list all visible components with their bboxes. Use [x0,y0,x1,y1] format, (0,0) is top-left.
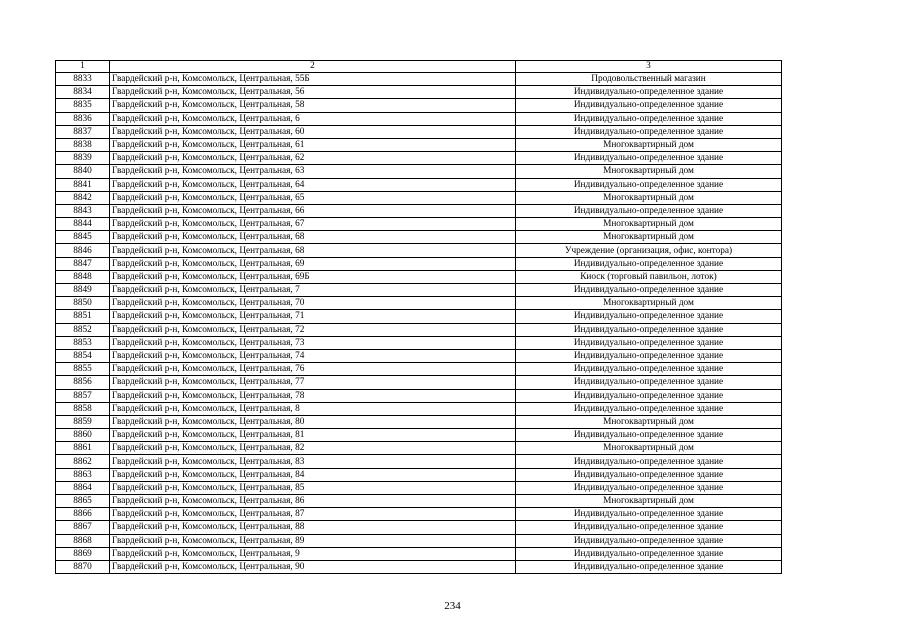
building-type-cell: Индивидуально-определенное здание [516,376,782,389]
row-number-cell: 8851 [56,310,110,323]
address-cell: Гвардейский р-н, Комсомольск, Центральная, 71 [110,310,516,323]
table-row [56,204,782,217]
row-number-cell: 8870 [56,560,110,573]
row-number-cell: 8843 [56,204,110,217]
row-number-cell: 8867 [56,521,110,534]
building-type-cell: Индивидуально-определенное здание [516,560,782,573]
building-type-cell: Индивидуально-определенное здание [516,481,782,494]
address-cell: Гвардейский р-н, Комсомольск, Центральная, 78 [110,389,516,402]
building-type-cell: Многоквартирный дом [516,218,782,231]
row-number-cell: 8845 [56,231,110,244]
building-type-cell: Индивидуально-определенное здание [516,534,782,547]
building-type-cell: Индивидуально-определенное здание [516,86,782,99]
table-row [56,297,782,310]
address-cell: Гвардейский р-н, Комсомольск, Центральная, 56 [110,86,516,99]
table-row [56,389,782,402]
building-type-cell: Индивидуально-определенное здание [516,310,782,323]
table-row [56,495,782,508]
table-row [56,508,782,521]
table-row [56,376,782,389]
address-cell: Гвардейский р-н, Комсомольск, Центральная, 69 [110,257,516,270]
building-type-cell: Индивидуально-определенное здание [516,363,782,376]
building-type-cell: Индивидуально-определенное здание [516,455,782,468]
table-row [56,152,782,165]
address-cell: Гвардейский р-н, Комсомольск, Центральная, 88 [110,521,516,534]
address-cell: Гвардейский р-н, Комсомольск, Центральная, 73 [110,336,516,349]
address-cell: Гвардейский р-н, Комсомольск, Центральная, 68 [110,244,516,257]
address-cell: Гвардейский р-н, Комсомольск, Центральная, 9 [110,547,516,560]
row-number-cell: 8841 [56,178,110,191]
row-number-cell: 8864 [56,481,110,494]
building-type-cell: Индивидуально-определенное здание [516,152,782,165]
address-cell: Гвардейский р-н, Комсомольск, Центральная, 70 [110,297,516,310]
address-cell: Гвардейский р-н, Комсомольск, Центральная, 67 [110,218,516,231]
address-cell: Гвардейский р-н, Комсомольск, Центральная, 87 [110,508,516,521]
row-number-cell: 8863 [56,468,110,481]
building-type-cell: Продовольственный магазин [516,73,782,86]
address-cell: Гвардейский р-н, Комсомольск, Центральная, 81 [110,429,516,442]
building-type-cell: Индивидуально-определенное здание [516,429,782,442]
header-cell-3: 3 [516,61,782,73]
table-row [56,442,782,455]
table-row [56,415,782,428]
building-type-cell: Индивидуально-определенное здание [516,389,782,402]
row-number-cell: 8839 [56,152,110,165]
table-row [56,218,782,231]
row-number-cell: 8858 [56,402,110,415]
header-cell-2: 2 [110,61,516,73]
address-cell: Гвардейский р-н, Комсомольск, Центральная, 64 [110,178,516,191]
table-row [56,547,782,560]
address-cell: Гвардейский р-н, Комсомольск, Центральная, 62 [110,152,516,165]
building-type-cell: Индивидуально-определенное здание [516,402,782,415]
table-row [56,363,782,376]
address-cell: Гвардейский р-н, Комсомольск, Центральная, 69Б [110,270,516,283]
building-type-cell: Многоквартирный дом [516,442,782,455]
table-row [56,455,782,468]
address-cell: Гвардейский р-н, Комсомольск, Центральная, 60 [110,125,516,138]
building-type-cell: Индивидуально-определенное здание [516,257,782,270]
header-row [56,61,782,73]
row-number-cell: 8857 [56,389,110,402]
building-type-cell: Индивидуально-определенное здание [516,178,782,191]
address-cell: Гвардейский р-н, Комсомольск, Центральная, 6 [110,112,516,125]
row-number-cell: 8838 [56,138,110,151]
table-row [56,429,782,442]
table-row [56,191,782,204]
row-number-cell: 8862 [56,455,110,468]
row-number-cell: 8866 [56,508,110,521]
row-number-cell: 8861 [56,442,110,455]
row-number-cell: 8849 [56,284,110,297]
building-type-cell: Индивидуально-определенное здание [516,112,782,125]
address-cell: Гвардейский р-н, Комсомольск, Центральная, 89 [110,534,516,547]
row-number-cell: 8836 [56,112,110,125]
address-cell: Гвардейский р-н, Комсомольск, Центральная, 82 [110,442,516,455]
table-row [56,284,782,297]
row-number-cell: 8850 [56,297,110,310]
address-cell: Гвардейский р-н, Комсомольск, Центральная, 77 [110,376,516,389]
table-row [56,231,782,244]
row-number-cell: 8853 [56,336,110,349]
row-number-cell: 8833 [56,73,110,86]
table-row [56,138,782,151]
address-cell: Гвардейский р-н, Комсомольск, Центральная, 76 [110,363,516,376]
building-type-cell: Учреждение (организация, офис, контора) [516,244,782,257]
row-number-cell: 8859 [56,415,110,428]
row-number-cell: 8844 [56,218,110,231]
row-number-cell: 8847 [56,257,110,270]
address-cell: Гвардейский р-н, Комсомольск, Центральная, 8 [110,402,516,415]
address-cell: Гвардейский р-н, Комсомольск, Центральная, 74 [110,349,516,362]
table-row [56,534,782,547]
building-type-cell: Многоквартирный дом [516,138,782,151]
data-table [55,60,782,574]
table-row [56,178,782,191]
table-row [56,468,782,481]
building-type-cell: Индивидуально-определенное здание [516,99,782,112]
address-cell: Гвардейский р-н, Комсомольск, Центральная, 83 [110,455,516,468]
row-number-cell: 8854 [56,349,110,362]
row-number-cell: 8846 [56,244,110,257]
address-cell: Гвардейский р-н, Комсомольск, Центральная, 65 [110,191,516,204]
building-type-cell: Многоквартирный дом [516,415,782,428]
address-cell: Гвардейский р-н, Комсомольск, Центральная, 68 [110,231,516,244]
table-row [56,73,782,86]
table-row [56,86,782,99]
address-cell: Гвардейский р-н, Комсомольск, Центральная, 7 [110,284,516,297]
address-cell: Гвардейский р-н, Комсомольск, Центральная, 90 [110,560,516,573]
table-row [56,560,782,573]
table-row [56,99,782,112]
row-number-cell: 8865 [56,495,110,508]
building-type-cell: Индивидуально-определенное здание [516,204,782,217]
row-number-cell: 8855 [56,363,110,376]
building-type-cell: Многоквартирный дом [516,495,782,508]
building-type-cell: Многоквартирный дом [516,297,782,310]
address-cell: Гвардейский р-н, Комсомольск, Центральная, 80 [110,415,516,428]
building-type-cell: Индивидуально-определенное здание [516,547,782,560]
address-cell: Гвардейский р-н, Комсомольск, Центральная, 55Б [110,73,516,86]
building-type-cell: Индивидуально-определенное здание [516,323,782,336]
building-type-cell: Индивидуально-определенное здание [516,521,782,534]
building-type-cell: Киоск (торговый павильон, лоток) [516,270,782,283]
table-row [56,112,782,125]
table-row [56,402,782,415]
table-row [56,244,782,257]
row-number-cell: 8856 [56,376,110,389]
building-type-cell: Индивидуально-определенное здание [516,508,782,521]
address-cell: Гвардейский р-н, Комсомольск, Центральная, 84 [110,468,516,481]
row-number-cell: 8848 [56,270,110,283]
table-row [56,125,782,138]
row-number-cell: 8852 [56,323,110,336]
table-body [56,61,782,574]
address-cell: Гвардейский р-н, Комсомольск, Центральная, 66 [110,204,516,217]
address-cell: Гвардейский р-н, Комсомольск, Центральная, 58 [110,99,516,112]
building-type-cell: Индивидуально-определенное здание [516,125,782,138]
address-cell: Гвардейский р-н, Комсомольск, Центральная, 63 [110,165,516,178]
building-type-cell: Индивидуально-определенное здание [516,349,782,362]
address-cell: Гвардейский р-н, Комсомольск, Центральная, 72 [110,323,516,336]
header-cell-1: 1 [56,61,110,73]
address-cell: Гвардейский р-н, Комсомольск, Центральная, 85 [110,481,516,494]
building-type-cell: Индивидуально-определенное здание [516,284,782,297]
page-number: 234 [444,600,461,612]
table-row [56,349,782,362]
row-number-cell: 8834 [56,86,110,99]
table-row [56,257,782,270]
building-type-cell: Индивидуально-определенное здание [516,336,782,349]
building-type-cell: Многоквартирный дом [516,191,782,204]
row-number-cell: 8868 [56,534,110,547]
table-row [56,270,782,283]
row-number-cell: 8860 [56,429,110,442]
row-number-cell: 8869 [56,547,110,560]
row-number-cell: 8840 [56,165,110,178]
address-cell: Гвардейский р-н, Комсомольск, Центральная, 61 [110,138,516,151]
row-number-cell: 8842 [56,191,110,204]
table-row [56,336,782,349]
table-row [56,323,782,336]
building-type-cell: Индивидуально-определенное здание [516,468,782,481]
row-number-cell: 8837 [56,125,110,138]
table-row [56,521,782,534]
address-cell: Гвардейский р-н, Комсомольск, Центральная, 86 [110,495,516,508]
building-type-cell: Многоквартирный дом [516,165,782,178]
table-row [56,165,782,178]
row-number-cell: 8835 [56,99,110,112]
building-type-cell: Многоквартирный дом [516,231,782,244]
table-row [56,310,782,323]
table-row [56,481,782,494]
